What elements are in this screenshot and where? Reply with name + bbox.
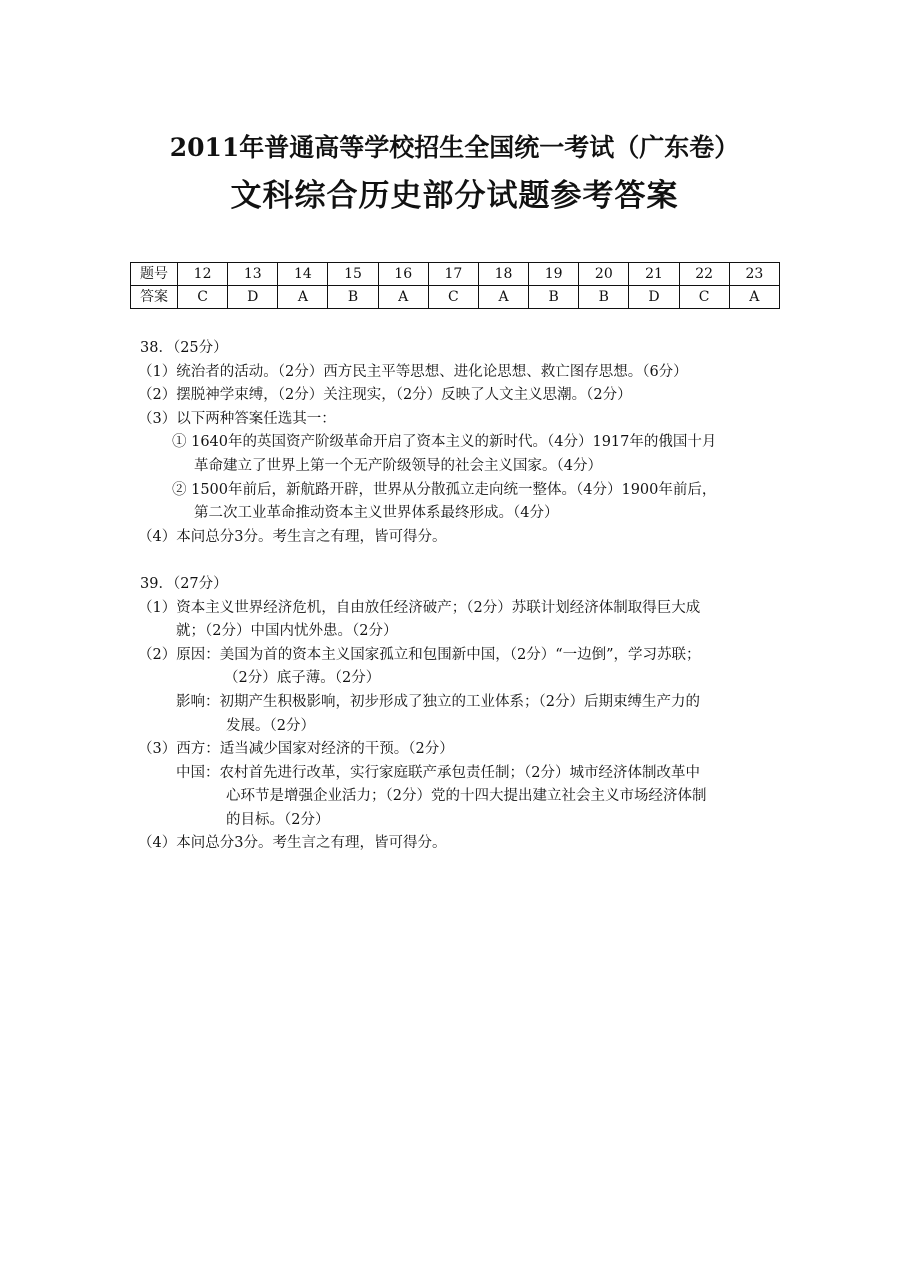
question-number-cell: 16 <box>378 263 428 286</box>
question-number-cell: 21 <box>629 263 679 286</box>
answer-row <box>131 286 780 309</box>
q38-part3: （3）以下两种答案任选其一： <box>138 410 336 427</box>
q38-option1-line2: 革命建立了世界上第一个无产阶级领导的社会主义国家。（4分） <box>194 457 602 474</box>
q39-part4: （4）本问总分3分。考生言之有理，皆可得分。 <box>138 835 447 852</box>
answer-cell: A <box>378 286 428 309</box>
q39-part2-cause-line2: （2分）底子薄。（2分） <box>224 670 381 687</box>
q39-part3-china-line1: 中国：农村首先进行改革，实行家庭联产承包责任制；（2分）城市经济体制改革中 <box>176 764 700 781</box>
question-number-cell: 20 <box>579 263 629 286</box>
answer-cell: A <box>478 286 528 309</box>
q39-part3-west: （3）西方：适当减少国家对经济的干预。（2分） <box>138 741 454 758</box>
answer-cell: C <box>428 286 478 309</box>
answer-cell: A <box>278 286 328 309</box>
question-number-cell: 15 <box>328 263 378 286</box>
answer-key-title: 文科综合历史部分试题参考答案 <box>230 178 679 214</box>
answer-cell: B <box>579 286 629 309</box>
q39-part3-china-line3: 的目标。（2分） <box>226 811 330 828</box>
question-number-cell: 19 <box>529 263 579 286</box>
question-number-cell: 12 <box>178 263 228 286</box>
answer-cell: D <box>228 286 278 309</box>
answer-cell: D <box>629 286 679 309</box>
answer-content <box>140 337 790 856</box>
question-number-cell: 17 <box>428 263 478 286</box>
question-number-cell: 22 <box>679 263 729 286</box>
q39-part2-cause-line1: （2）原因：美国为首的资本主义国家孤立和包围新中国，（2分）“一边倒”，学习苏联； <box>138 646 701 663</box>
q38-part4: （4）本问总分3分。考生言之有理，皆可得分。 <box>138 528 447 545</box>
q38-part2: （2）摆脱神学束缚，（2分）关注现实，（2分）反映了人文主义思潮。（2分） <box>138 387 632 404</box>
question-number-cell: 14 <box>278 263 328 286</box>
question-number-cell: 18 <box>478 263 528 286</box>
q38-option1-line1: ① 1640年的英国资产阶级革命开启了资本主义的新时代。（4分）1917年的俄国十月 <box>172 434 717 451</box>
q39-part2-impact-line1: 影响：初期产生积极影响，初步形成了独立的工业体系；（2分）后期束缚生产力的 <box>176 693 700 710</box>
question-number-row <box>131 263 780 286</box>
row-label-question-number: 题号 <box>131 263 178 286</box>
q39-part3-china-line2: 心环节是增强企业活力；（2分）党的十四大提出建立社会主义市场经济体制 <box>226 788 707 805</box>
question-number-cell: 23 <box>729 263 779 286</box>
question-number-cell: 13 <box>228 263 278 286</box>
row-label-answer: 答案 <box>131 286 178 309</box>
q39-part2-impact-line2: 发展。（2分） <box>226 717 315 734</box>
answer-cell: C <box>178 286 228 309</box>
exam-title: 2011年普通高等学校招生全国统一考试（广东卷） <box>169 133 740 162</box>
multiple-choice-answer-table <box>130 262 780 309</box>
q39-part1-line2: 就；（2分）中国内忧外患。（2分） <box>176 623 398 640</box>
q39-part1-line1: （1）资本主义世界经济危机，自由放任经济破产；（2分）苏联计划经济体制取得巨大成 <box>138 599 701 616</box>
answer-cell: B <box>529 286 579 309</box>
q38-header: 38．（25分） <box>140 340 228 356</box>
q38-option2-line1: ② 1500年前后，新航路开辟，世界从分散孤立走向统一整体。（4分）1900年前后， <box>172 481 717 498</box>
q39-header: 39．（27分） <box>140 575 228 592</box>
answer-cell: B <box>328 286 378 309</box>
section-spacer <box>140 549 790 573</box>
answer-cell: C <box>679 286 729 309</box>
q38-part1: （1）统治者的活动。（2分）西方民主平等思想、进化论思想、救亡图存思想。（6分） <box>138 363 688 380</box>
answer-cell: A <box>729 286 779 309</box>
q38-option2-line2: 第二次工业革命推动资本主义世界体系最终形成。（4分） <box>194 505 559 522</box>
